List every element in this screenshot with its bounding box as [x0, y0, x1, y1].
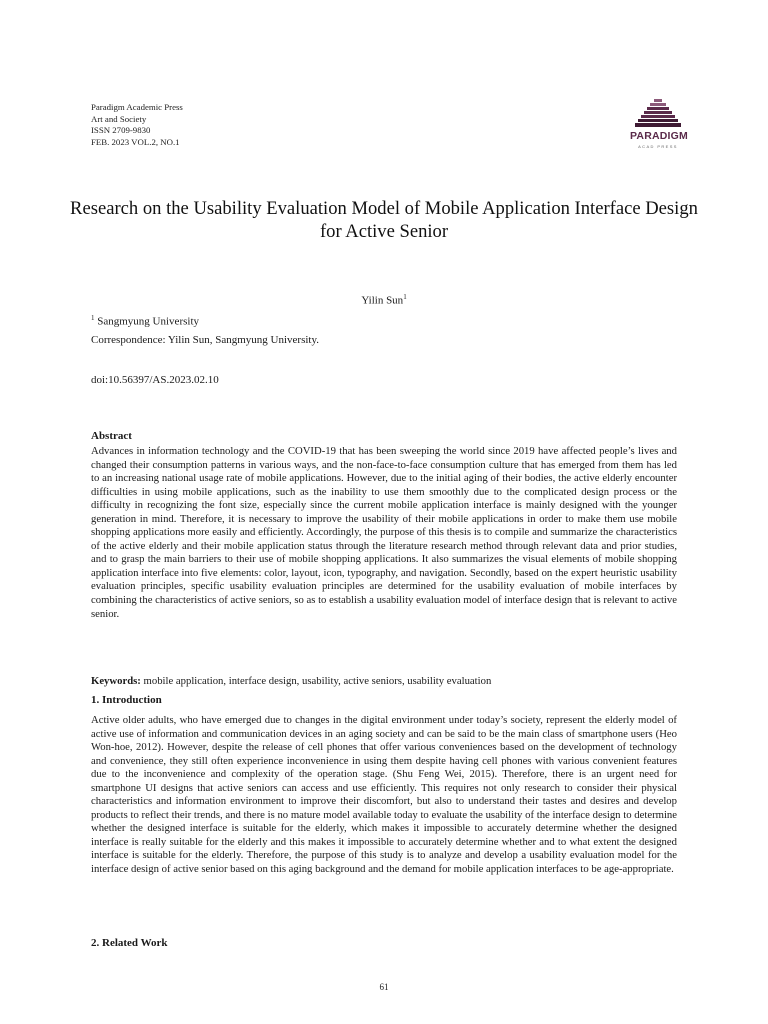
author-line: [0, 293, 768, 307]
publisher-name: Paradigm Academic Press: [91, 102, 183, 112]
abstract-heading: Abstract: [91, 430, 132, 442]
affiliation-superscript: 1: [91, 314, 95, 322]
paradigm-logo: [630, 97, 686, 151]
abstract-body: Advances in information technology and the COVID-19 that has been sweeping the world since 2019 have affected people’s lives and changed their consumption patterns in various ways, and the non-face-to-face consumption culture that has emerged from them has led to an increasing national usage rate of mobile applications. However, due to the initial aging of their bodies, the active elderly encounter difficulties in using mobile applications, such as the inability to use them smoothly due to the complicated design process or the difficulty in recognizing the font size, especially since the current mobile application interface is mainly designed with the younger generation in mind. Therefore, it is necessary to improve the usability of their mobile applications in order to make them use mobile shopping applications more easily and efficiently. Accordingly, the purpose of this thesis is to compile and summarize the characteristics of the active elderly and their mobile application status through the literature research method through relevant data and prior studies, and to grasp the main barriers to their use of mobile shopping applications. It also summarizes the visual elements of mobile shopping application interface into five elements: color, layout, icon, typography, and navigation. Secondly, based on the expert heuristic usability evaluation principles, specific usability evaluation principles are determined for the usability evaluation of mobile interfaces by combining the characteristics of active seniors, so as to establish a usability evaluation model of interface design that is relevant to active senior.: [91, 445, 677, 620]
introduction-body: Active older adults, who have emerged due to changes in the digital environment under today’s society, represent the elderly model of active use of information and communication devices in an aging society and can be said to be the main class of smartphone users (Heo Won-hoe, 2012). However, despite the release of cell phones that offer various conveniences based on the development of technology and convenience, they still often experience inconvenience in using them despite having cell phones with various convenient features due to the inconvenience and complexity of the operation stage. (Shu Feng Wei, 2015). Therefore, there is an urgent need for smartphone UI designs that active seniors can access and use efficiently. This requires not only research to consider their physical characteristics and information environment to improve their discomfort, but also to understand their tastes and desires and develop products to reflect their trends, and there is no mature model available today to evaluate the usability of the interface design to determine whether the designed interface is suitable for the elderly, which makes it impossible to accurately determine whether the designed interface is really suitable for the elderly and this makes it impossible to accurately determine whether and to what extent the designed interface is suitable for the elderly. Therefore, the purpose of this study is to analyze and develop a usability evaluation model for the interface design of active senior based on this aging background and the demand for mobile application interfaces to be age-appropriate.: [91, 714, 677, 876]
keywords-text: mobile application, interface design, usability, active seniors, usability evaluation: [143, 675, 492, 687]
logo-wordmark: PARADIGM: [630, 130, 688, 142]
author-name: Yilin Sun: [361, 294, 404, 307]
keywords-label: Keywords:: [91, 675, 141, 687]
journal-name: Art and Society: [91, 113, 147, 124]
affiliation-text: Sangmyung University: [97, 315, 199, 328]
issn: ISSN 2709-9830: [91, 125, 151, 135]
section-heading-related-work: 2. Related Work: [91, 937, 168, 949]
affiliation: [91, 314, 199, 328]
correspondence: Correspondence: Yilin Sun, Sangmyung University.: [91, 334, 320, 346]
issue-info: FEB. 2023 VOL.2, NO.1: [91, 136, 180, 147]
page-number: 61: [379, 982, 389, 992]
paper-title: Research on the Usability Evaluation Model of Mobile Application Interface Design for Active Senior: [70, 198, 698, 242]
section-heading-introduction: 1. Introduction: [91, 694, 162, 706]
author-superscript: 1: [403, 293, 407, 301]
logo-tagline: ACAD PRESS: [638, 144, 678, 149]
paradigm-logo-icon: [630, 97, 686, 131]
journal-header: [91, 102, 183, 148]
keywords-line: [91, 675, 677, 687]
doi-link[interactable]: doi:10.56397/AS.2023.02.10: [91, 374, 219, 386]
